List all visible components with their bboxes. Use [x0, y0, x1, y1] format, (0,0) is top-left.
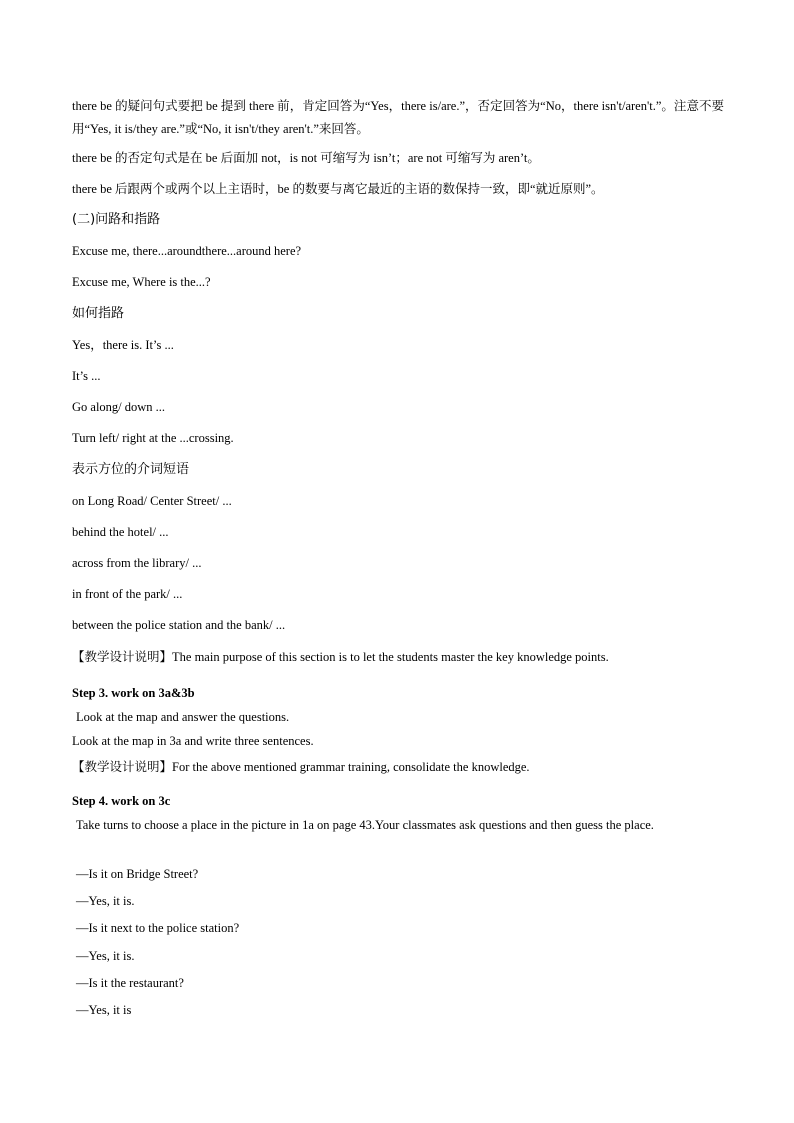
dialogue-line-5: —Is it the restaurant? [76, 976, 184, 990]
giving-direction-line-2: It’s ... [72, 369, 101, 383]
dialogue-line-6: —Yes, it is [76, 1003, 132, 1017]
giving-directions-heading: 如何指路 [72, 306, 125, 321]
preposition-phrase-1: on Long Road/ Center Street/ ... [72, 494, 232, 508]
asking-direction-line-2: Excuse me, Where is the...? [72, 275, 211, 289]
dialogue-line-4: —Yes, it is. [76, 949, 135, 963]
design-note-text: For the above mentioned grammar training, consolidate the knowledge. [172, 760, 530, 774]
design-note-text: The main purpose of this section is to let the students master the key knowledge points. [172, 650, 609, 664]
giving-direction-line-3: Go along/ down ... [72, 400, 166, 414]
preposition-phrase-4: in front of the park/ ... [72, 587, 183, 601]
grammar-note-negative-form: there be 的否定句式是在 be 后面加 not，is not 可缩写为 isn’t；are not 可缩写为 aren’t。 [72, 151, 540, 165]
grammar-note-question-form: there be 的疑问句式要把 be 提到 there 前，肯定回答为“Yes，there is/are.”，否定回答为“No，there isn't/aren't.”。注意不要用“Yes, it is/they are.”或“No, it isn't/they aren't.”来回答。 [72, 99, 724, 136]
step3-line-1: Look at the map and answer the questions. [76, 710, 290, 724]
preposition-phrase-2: behind the hotel/ ... [72, 525, 169, 539]
grammar-note-proximity-rule: there be 后跟两个或两个以上主语时，be 的数要与离它最近的主语的数保持一致，即“就近原则”。 [72, 182, 604, 196]
dialogue-line-1: —Is it on Bridge Street? [76, 867, 199, 881]
step3-line-2: Look at the map in 3a and write three sentences. [72, 734, 314, 748]
preposition-phrase-3: across from the library/ ... [72, 556, 202, 570]
design-note-label: 【教学设计说明】 [72, 759, 173, 774]
preposition-phrase-5: between the police station and the bank/ ... [72, 618, 286, 632]
asking-direction-line-1: Excuse me, there...aroundthere...around here? [72, 244, 302, 258]
step4-title: Step 4. work on 3c [72, 794, 171, 808]
prepositions-heading: 表示方位的介词短语 [72, 462, 190, 477]
design-note-step3 [72, 759, 530, 775]
giving-direction-line-4: Turn left/ right at the ...crossing. [72, 431, 234, 445]
step3-title: Step 3. work on 3a&3b [72, 686, 195, 700]
design-note-directions [72, 649, 609, 665]
giving-direction-line-1: Yes，there is. It’s ... [72, 338, 174, 352]
dialogue-line-2: —Yes, it is. [76, 894, 135, 908]
step4-instruction: Take turns to choose a place in the picture in 1a on page 43.Your classmates ask questions and then guess the place. [76, 818, 654, 832]
design-note-label: 【教学设计说明】 [72, 649, 173, 664]
directions-section-heading: (二)问路和指路 [72, 212, 161, 227]
dialogue-line-3: —Is it next to the police station? [76, 921, 240, 935]
